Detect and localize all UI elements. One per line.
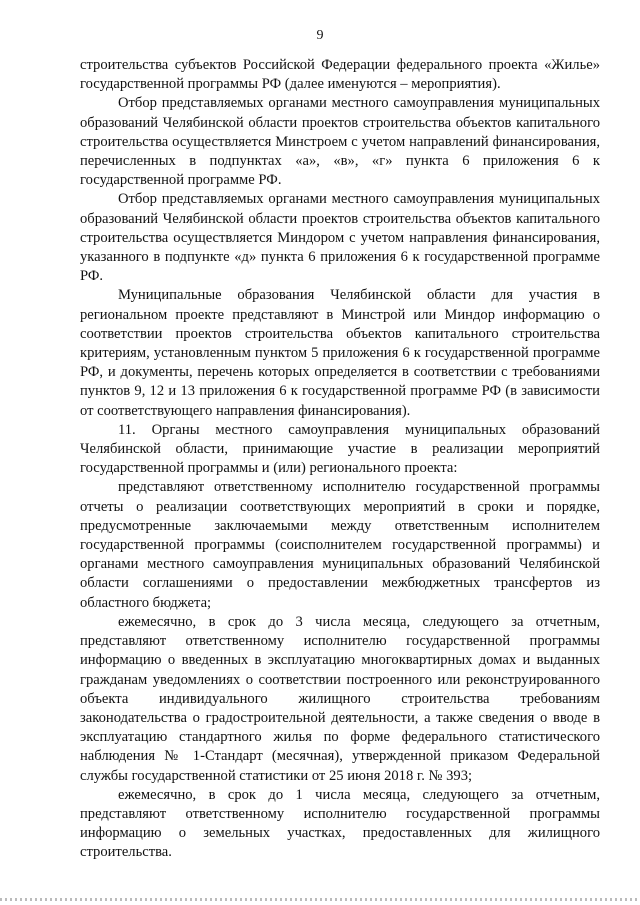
paragraph-municipal-participation: Муниципальные образования Челябинской области для участия в региональном проекте представляют в Минстрой или Миндор информацию о соответствии проектов строительства объектов капитального строительства критериям, установленным пунктом 5 приложения 6 к государственной программе РФ, и документы, перечень которых определяется в соответствии с требованиями пунктов 9, 12 и 13 приложения 6 к государственной программе РФ (в зависимости от соответствующего направления финансирования). [80,287,600,419]
page-number: 9 [316,28,324,43]
paragraph-selection-minstroy: Отбор представляемых органами местного самоуправления муниципальных образований Челябинской области проектов строительства объектов капитального строительства осуществляется Минстроем с учетом направлений финансирования, перечисленных в подпунктах «а», «в», «г» пункта 6 приложения 6 к государственной программе РФ. [80,95,600,189]
paragraph-selection-mindor: Отбор представляемых органами местного самоуправления муниципальных образований Челябинской области проектов строительства объектов капитального строительства осуществляется Миндором с учетом направления финансирования, указанного в подпункте «д» пункта 6 приложения 6 к государственной программе РФ. [80,191,600,285]
paragraph-reports: представляют ответственному исполнителю государственной программы отчеты о реализации соответствующих мероприятий в сроки и порядке, предусмотренные заключаемыми между ответственным исполнителем государственной программы (соисполнителем государственной программы) и органами местного самоуправления муниципальных образований Челябинской области соглашениями о предоставлении межбюджетных трансфертов из областного бюджета; [80,479,600,611]
paragraph-monthly-land: ежемесячно, в срок до 1 числа месяца, следующего за отчетным, представляют ответственному исполнителю государственной программы информацию о земельных участках, предоставленных для жилищного строительства. [80,786,600,861]
paragraph-monthly-housing: ежемесячно, в срок до 3 числа месяца, следующего за отчетным, представляют ответственному исполнителю государственной программы информацию о введенных в эксплуатацию многоквартирных домах и выданных гражданам уведомлениях о соответствии построенного или реконструированного объекта индивидуального жилищного строительства требованиям законодательства о градостроительной деятельности, а также сведения о вводе в эксплуатацию стандартного жилья по форме федерального статистического наблюдения № 1-Стандарт (месячная), утвержденной приказом Федеральной службы государственной статистики от 25 июня 2018 г. № 393; [80,613,600,784]
document-body [80,56,600,863]
paragraph-continuation: строительства субъектов Российской Федерации федерального проекта «Жилье» государственной программы РФ (далее именуются – мероприятия). [80,57,600,93]
scan-bottom-edge [0,898,640,901]
paragraph-clause-11: 11. Органы местного самоуправления муниципальных образований Челябинской области, принимающие участие в реализации мероприятий государственной программы и (или) регионального проекта: [80,421,600,477]
